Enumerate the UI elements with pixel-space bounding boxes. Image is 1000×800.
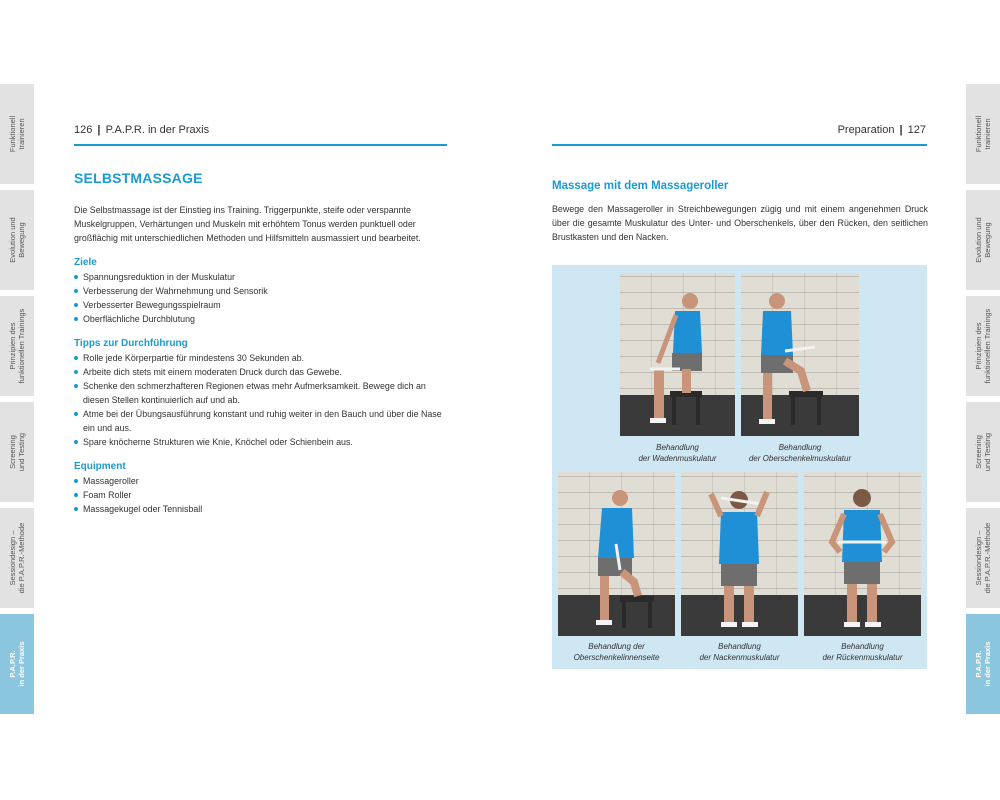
- person-illustration: [741, 273, 859, 436]
- right-header-section: Preparation: [837, 124, 895, 136]
- list-item: Massagekugel oder Tennisball: [74, 502, 450, 516]
- person-illustration: [558, 472, 675, 636]
- list-item: Schenke den schmerzhafteren Regionen etwas mehr Aufmerksamkeit. Bewege dich an diesen Stellen kontinuierlich auf und ab.: [74, 379, 450, 407]
- tab-funktionell-trainieren-right[interactable]: Funktionell trainieren: [966, 84, 1000, 184]
- list-item: Spannungsreduktion in der Muskulatur: [74, 270, 450, 284]
- photo-wadenmuskulatur: [620, 273, 735, 436]
- right-header-rule: [552, 144, 927, 146]
- list-item: Rolle jede Körperpartie für mindestens 30 Sekunden ab.: [74, 351, 450, 365]
- caption-nackenmuskulatur: Behandlung der Nackenmuskulatur: [699, 642, 780, 662]
- person-illustration: [620, 273, 735, 436]
- left-page-number: 126: [74, 124, 93, 136]
- tab-funktionell-trainieren[interactable]: Funktionell trainieren: [0, 84, 34, 184]
- tab-evolution-und-bewegung[interactable]: Evolution und Bewegung: [0, 190, 34, 290]
- photo-rueckenmuskulatur: [804, 472, 921, 636]
- subsection-title: Massage mit dem Massageroller: [552, 180, 729, 192]
- tab-sessiondesign[interactable]: Sessiondesign – die P.A.P.R.-Methode: [0, 508, 34, 608]
- left-header-section: P.A.P.R. in der Praxis: [105, 124, 210, 136]
- list-item: Foam Roller: [74, 488, 450, 502]
- right-intro-paragraph: Bewege den Massageroller in Streichbewegungen zügig und mit einem angenehmen Druck über die gesamte Muskulatur des Unter- und Oberschenkels, über den Rücken, den seitlichen Brustkasten und den Nacken.: [552, 204, 928, 242]
- right-page-header: [838, 124, 926, 136]
- person-illustration: [681, 472, 798, 636]
- tab-sessiondesign-right[interactable]: Sessiondesign – die P.A.P.R.-Methode: [966, 508, 1000, 608]
- section-title: SELBSTMASSAGE: [74, 170, 203, 186]
- heading-ziele: Ziele: [74, 257, 97, 268]
- left-header-rule: [74, 144, 447, 146]
- person-illustration: [804, 472, 921, 636]
- caption-oberschenkelmuskulatur: Behandlung der Oberschenkelmuskulatur: [748, 443, 852, 463]
- tab-screening-testing-right[interactable]: Screening und Testing: [966, 402, 1000, 502]
- left-page-content: [74, 170, 450, 516]
- intro-paragraph: Die Selbstmassage ist der Einstieg ins Training. Triggerpunkte, steife oder verspannte Muskelgruppen, Verhärtungen und Muskeln mit erhöhtem Tonus werden punktuell oder großflächig mit unterschiedlichen Methoden und Hilfsmitteln ausmassiert und bearbeitet.: [74, 205, 421, 243]
- left-page-header: [74, 124, 209, 136]
- caption-oberschenkelinnenseite: Behandlung der Oberschenkelinnenseite: [573, 642, 660, 662]
- heading-equipment: Equipment: [74, 461, 126, 472]
- photo-oberschenkelinnenseite: [558, 472, 675, 636]
- right-page-number: 127: [907, 124, 926, 136]
- tab-evolution-und-bewegung-right[interactable]: Evolution und Bewegung: [966, 190, 1000, 290]
- list-item: Spare knöcherne Strukturen wie Knie, Knöchel oder Schienbein aus.: [74, 435, 450, 449]
- tab-prinzipien[interactable]: Prinzipien des funktionellen Trainings: [0, 296, 34, 396]
- list-item: Verbesserter Bewegungsspielraum: [74, 298, 450, 312]
- list-item: Atme bei der Übungsausführung konstant und ruhig weiter in den Bauch und über die Nase ein und aus.: [74, 407, 450, 435]
- list-ziele: [74, 270, 450, 326]
- list-item: Verbesserung der Wahrnehmung und Sensorik: [74, 284, 450, 298]
- list-item: Oberflächliche Durchblutung: [74, 312, 450, 326]
- caption-wadenmuskulatur: Behandlung der Wadenmuskulatur: [638, 443, 717, 463]
- tab-screening-testing[interactable]: Screening und Testing: [0, 402, 34, 502]
- photo-nackenmuskulatur: [681, 472, 798, 636]
- header-separator: |: [97, 124, 101, 136]
- photo-oberschenkelmuskulatur: [741, 273, 859, 436]
- list-equipment: [74, 474, 450, 516]
- tab-papr-in-der-praxis-right[interactable]: P.A.P.R. in der Praxis: [966, 614, 1000, 714]
- right-page-content: [552, 180, 928, 244]
- caption-rueckenmuskulatur: Behandlung der Rückenmuskulatur: [822, 642, 903, 662]
- tab-prinzipien-right[interactable]: Prinzipien des funktionellen Trainings: [966, 296, 1000, 396]
- list-item: Massageroller: [74, 474, 450, 488]
- header-separator: |: [899, 124, 903, 136]
- heading-tipps: Tipps zur Durchführung: [74, 338, 188, 349]
- tab-papr-in-der-praxis[interactable]: P.A.P.R. in der Praxis: [0, 614, 34, 714]
- list-item: Arbeite dich stets mit einem moderaten Druck durch das Gewebe.: [74, 365, 450, 379]
- list-tipps: [74, 351, 450, 449]
- photo-panel: [552, 265, 927, 669]
